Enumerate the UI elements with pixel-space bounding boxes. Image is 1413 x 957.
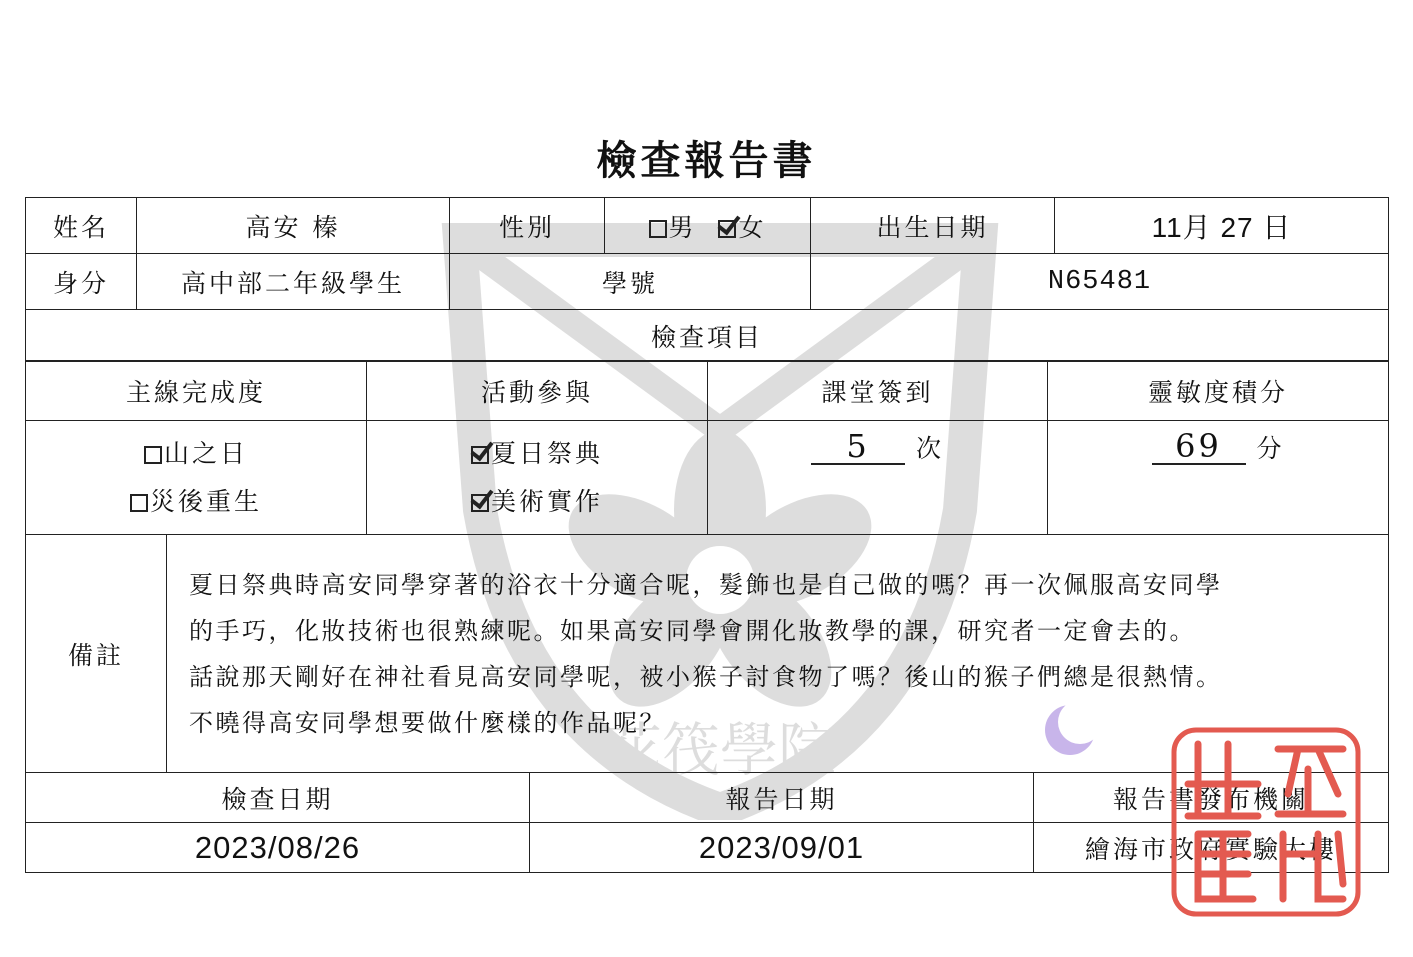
crescent-moon-icon [1040, 700, 1100, 760]
issuer-label: 報告書發布機關 [1034, 773, 1389, 823]
gender-male-label: 男 [668, 212, 697, 242]
activity-item-label: 美術實作 [490, 486, 603, 516]
seal-text: 繪海 [1248, 818, 1284, 839]
identity-value: 高中部二年級學生 [137, 254, 450, 310]
birthdate-label: 出生日期 [811, 198, 1055, 254]
score-cell [1048, 421, 1389, 535]
checkbox-mountain-day[interactable] [144, 446, 162, 464]
attendance-unit: 次 [915, 434, 944, 463]
watermark-text: 花筏學院 [603, 716, 837, 784]
checkbox-summer-festival-checked[interactable] [471, 446, 489, 464]
attendance-value: 5 [811, 429, 905, 465]
checkbox-female-checked[interactable] [718, 220, 736, 238]
activity-item [367, 430, 707, 478]
main-story-item-label: 山之日 [163, 438, 248, 468]
main-story-header: 主線完成度 [26, 361, 367, 421]
student-id-value: N65481 [811, 254, 1389, 310]
checkbox-male[interactable] [649, 220, 667, 238]
main-story-item [26, 478, 366, 526]
activity-item-label: 夏日祭典 [490, 438, 603, 468]
activities-cell [367, 421, 708, 535]
personal-info-table [25, 197, 1389, 362]
activities-header: 活動參與 [367, 361, 708, 421]
checkbox-art-practice-checked[interactable] [471, 494, 489, 512]
name-label: 姓名 [26, 198, 137, 254]
check-date-label: 檢查日期 [26, 773, 530, 823]
main-story-item [26, 430, 366, 478]
gender-female-label: 女 [738, 212, 767, 242]
score-value: 69 [1152, 429, 1246, 465]
remarks-line: 的手巧，化妝技術也很熟練呢。如果高安同學會開化妝教學的課，研究者一定會去的。 [189, 616, 1196, 645]
official-seal-stamp [1168, 724, 1364, 920]
main-story-cell [26, 421, 367, 535]
issuer-value: 繪海市政府實驗大樓 [1034, 823, 1389, 873]
birthdate-value: 11月 27 日 [1055, 198, 1389, 254]
report-date-value: 2023/09/01 [530, 823, 1034, 873]
check-items-header: 檢查項目 [26, 310, 1389, 362]
score-unit: 分 [1256, 434, 1285, 463]
student-id-label: 學號 [450, 254, 811, 310]
document-title: 檢查報告書 [596, 136, 817, 184]
attendance-header: 課堂簽到 [708, 361, 1048, 421]
gender-label: 性別 [450, 198, 605, 254]
remarks-line: 夏日祭典時高安同學穿著的浴衣十分適合呢，髮飾也是自己做的嗎？再一次佩服高安同學 [189, 570, 1223, 599]
checkbox-disaster-rebirth[interactable] [130, 494, 148, 512]
remarks-line: 不曉得高安同學想要做什麼樣的作品呢？ [189, 708, 666, 737]
remarks-label: 備註 [26, 535, 167, 773]
report-date-label: 報告日期 [530, 773, 1034, 823]
gender-options [605, 198, 811, 254]
check-date-value: 2023/08/26 [26, 823, 530, 873]
remarks-line: 話說那天剛好在神社看見高安同學呢，被小猴子討食物了嗎？後山的猴子們總是很熱情。 [189, 662, 1223, 691]
check-items-table [25, 360, 1389, 535]
identity-label: 身分 [26, 254, 137, 310]
attendance-cell [708, 421, 1048, 535]
activity-item [367, 478, 707, 526]
name-value: 高安 榛 [137, 198, 450, 254]
main-story-item-label: 災後重生 [149, 486, 262, 516]
score-header: 靈敏度積分 [1048, 361, 1389, 421]
